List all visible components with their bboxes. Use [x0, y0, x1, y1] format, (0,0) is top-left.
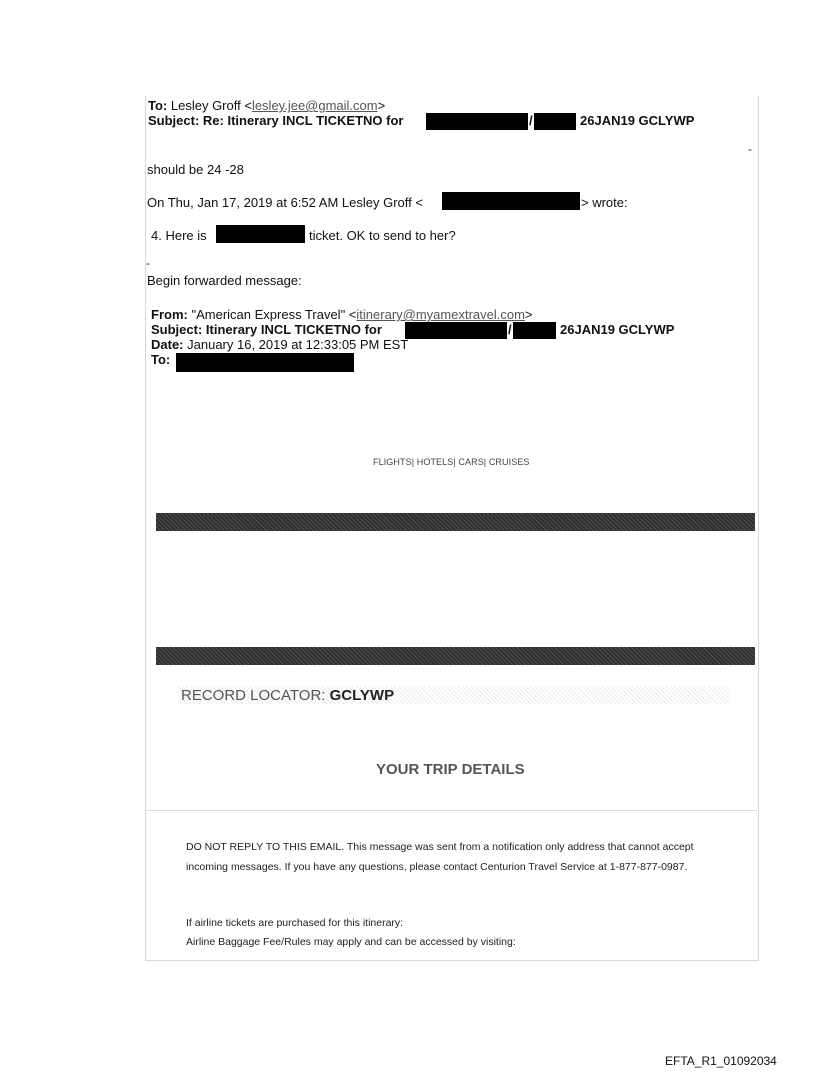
- to-name: Lesley Groff <: [170, 98, 252, 113]
- reply-body: should be 24 -28: [147, 162, 244, 177]
- record-locator-label: RECORD LOCATOR:: [181, 687, 326, 704]
- banner-bar-top: [156, 513, 755, 531]
- redaction-block: [216, 225, 305, 243]
- record-locator-code: GCLYWP: [329, 687, 395, 704]
- quoted-message-prefix: 4. Here is: [151, 228, 207, 243]
- forward-label: Begin forwarded message:: [147, 273, 302, 288]
- date-value: January 16, 2019 at 12:33:05 PM EST: [187, 337, 409, 352]
- from-name: "American Express Travel" <: [191, 307, 357, 322]
- trip-details-heading: YOUR TRIP DETAILS: [376, 761, 525, 778]
- reply-subject-label-line: [148, 114, 403, 128]
- notice-line: If airline tickets are purchased for this itinerary:: [186, 917, 404, 929]
- to-label: To:: [148, 98, 168, 113]
- from-email-link[interactable]: itinerary@myamextravel.com: [356, 307, 525, 322]
- redaction-block: [442, 192, 580, 210]
- fwd-subject-text: Itinerary INCL TICKETNO for: [205, 322, 382, 337]
- subject-label: Subject:: [148, 113, 200, 128]
- quoted-message-suffix: ticket. OK to send to her?: [309, 228, 456, 243]
- stray-dash: -: [748, 142, 752, 156]
- record-locator: [181, 687, 394, 704]
- quote-line-suffix: > wrote:: [581, 195, 628, 210]
- reply-to-line: [148, 99, 385, 113]
- notice-paragraph: DO NOT REPLY TO THIS EMAIL. This message was sent from a notification only address that cannot accept incoming messages. If you have any questions, please contact Centurion Travel Service at 1-877-877-0987.: [186, 841, 694, 873]
- redaction-block: [405, 322, 507, 339]
- fwd-subject-suffix: 26JAN19 GCLYWP: [560, 322, 675, 337]
- to-email-link[interactable]: lesley.jee@gmail.com: [251, 98, 378, 113]
- notice-line: Airline Baggage Fee/Rules may apply and can be accessed by visiting:: [186, 936, 516, 948]
- date-label: Date:: [151, 337, 184, 352]
- forwarded-from-line: [151, 308, 533, 322]
- redaction-block: [426, 113, 528, 130]
- section-divider: [146, 810, 757, 811]
- fwd-subject-label: Subject:: [151, 322, 203, 337]
- forwarded-date-line: [151, 338, 408, 352]
- document-id: EFTA_R1_01092034: [665, 1054, 777, 1068]
- redaction-block: [534, 113, 576, 130]
- quote-line-prefix: On Thu, Jan 17, 2019 at 6:52 AM Lesley Groff <: [147, 195, 423, 210]
- stray-dash: -: [146, 256, 150, 270]
- fwd-subject-slash: /: [508, 322, 512, 337]
- banner-bar-bottom: [156, 647, 755, 665]
- redaction-block: [513, 322, 556, 339]
- from-close: >: [524, 307, 533, 322]
- fwd-to-label: To:: [151, 352, 171, 367]
- from-label: From:: [151, 307, 188, 322]
- to-close: >: [377, 98, 386, 113]
- nav-links[interactable]: FLIGHTS| HOTELS| CARS| CRUISES: [373, 457, 530, 467]
- subject-suffix: 26JAN19 GCLYWP: [580, 113, 695, 128]
- forwarded-subject-line: [151, 323, 382, 337]
- subject-slash: /: [529, 113, 533, 128]
- redaction-block: [176, 353, 354, 372]
- subject-text: Re: Itinerary INCL TICKETNO for: [202, 113, 404, 128]
